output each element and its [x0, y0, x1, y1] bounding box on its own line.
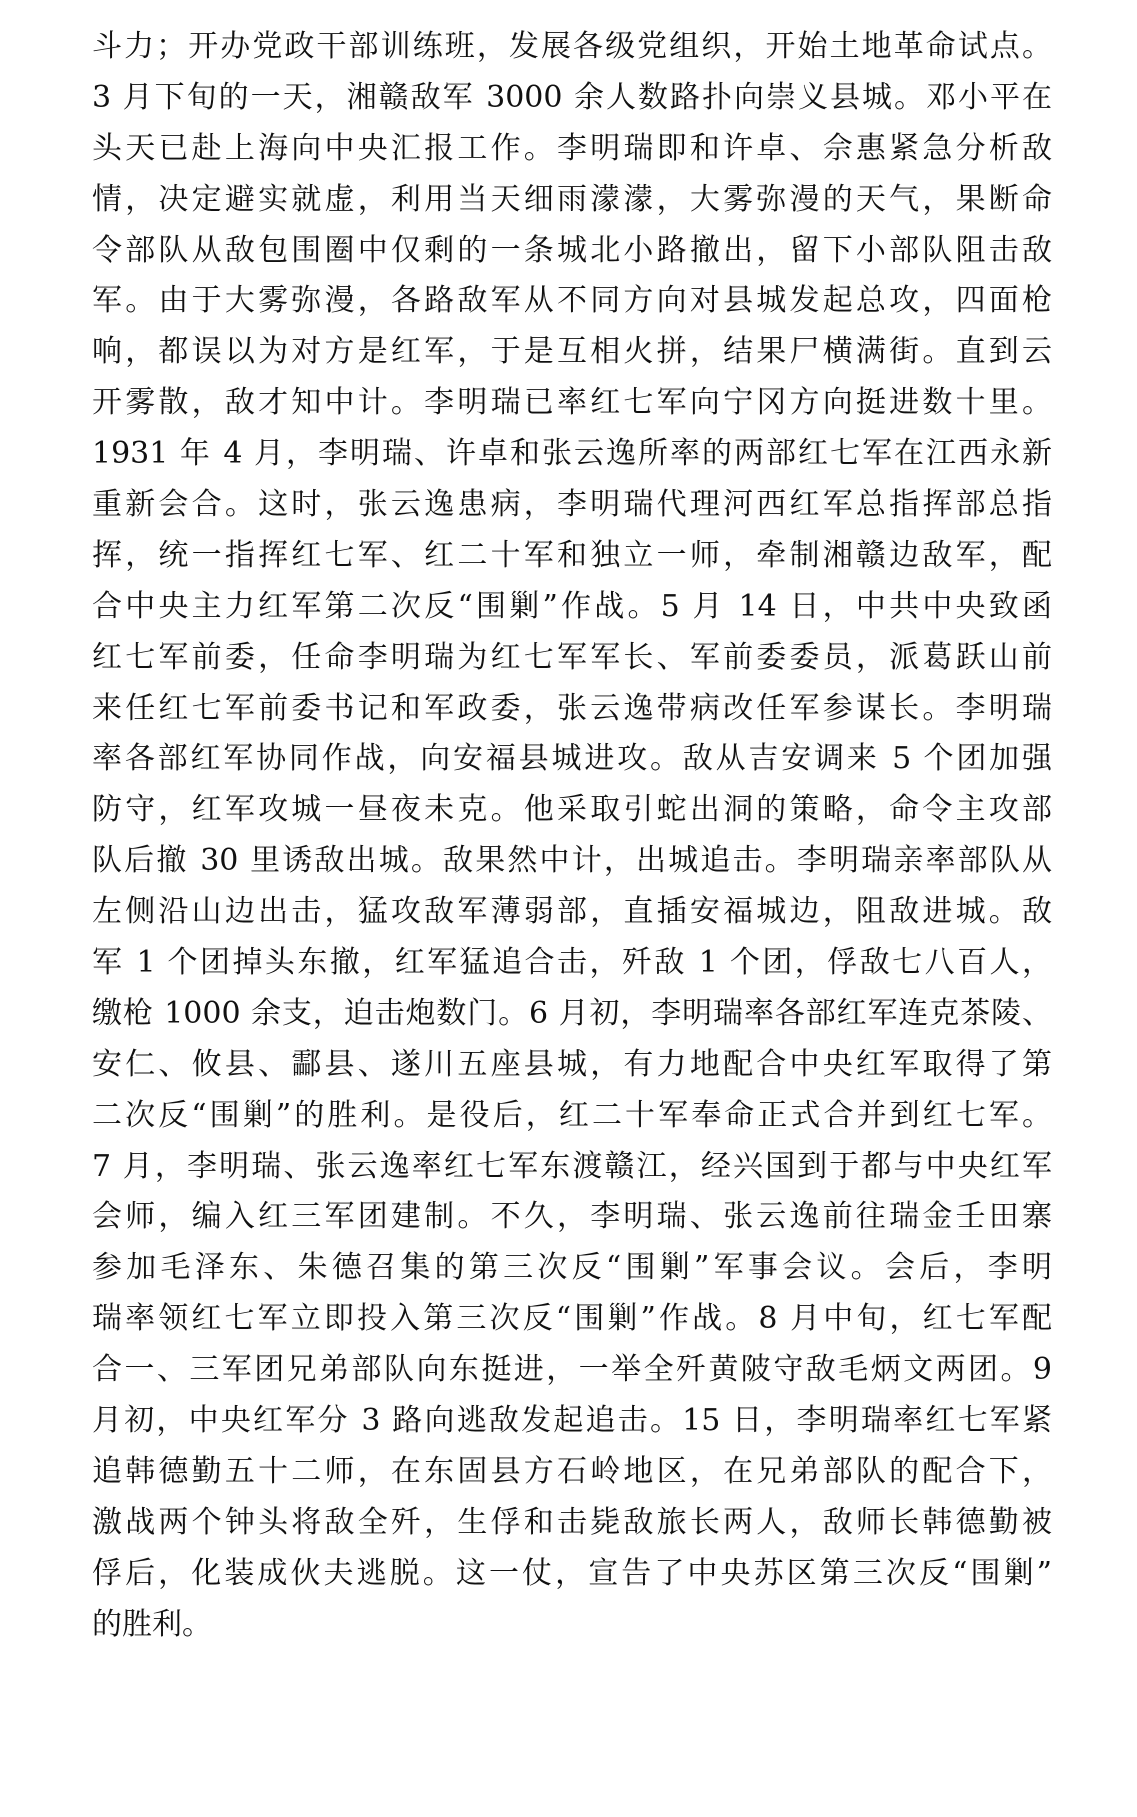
- text-line: 俘后，化装成伙夫逃脱。这一仗，宣告了中央苏区第三次反“围剿”: [92, 1555, 1052, 1591]
- text-line: 激战两个钟头将敌全歼，生俘和击毙敌旅长两人，敌师长韩德勤被: [92, 1504, 1052, 1540]
- text-line: 头天已赴上海向中央汇报工作。李明瑞即和许卓、佘惠紧急分析敌: [92, 130, 1052, 166]
- text-line: 合一、三军团兄弟部队向东挺进，一举全歼黄陂守敌毛炳文两团。9: [92, 1352, 1052, 1388]
- text-line: 左侧沿山边出击，猛攻敌军薄弱部，直插安福城边，阻敌进城。敌: [92, 894, 1052, 930]
- text-line: 1931 年 4 月，李明瑞、许卓和张云逸所率的两部红七军在江西永新: [92, 436, 1052, 472]
- text-line: 情，决定避实就虚，利用当天细雨濛濛，大雾弥漫的天气，果断命: [92, 181, 1052, 217]
- text-line: 参加毛泽东、朱德召集的第三次反“围剿”军事会议。会后，李明: [92, 1250, 1052, 1286]
- text-line: 瑞率领红七军立即投入第三次反“围剿”作战。8 月中旬，红七军配: [92, 1301, 1052, 1337]
- text-line: 挥，统一指挥红七军、红二十军和独立一师，牵制湘赣边敌军，配: [92, 537, 1052, 573]
- text-line: 追韩德勤五十二师，在东固县方石岭地区，在兄弟部队的配合下，: [92, 1453, 1052, 1489]
- text-line: 3 月下旬的一天，湘赣敌军 3000 余人数路扑向崇义县城。邓小平在: [92, 79, 1052, 115]
- text-line: 二次反“围剿”的胜利。是役后，红二十军奉命正式合并到红七军。: [92, 1097, 1052, 1133]
- text-line: 缴枪 1000 余支，迫击炮数门。6 月初，李明瑞率各部红军连克茶陵、: [92, 995, 1052, 1031]
- text-line: 队后撤 30 里诱敌出城。敌果然中计，出城追击。李明瑞亲率部队从: [92, 843, 1052, 879]
- text-line: 军 1 个团掉头东撤，红军猛追合击，歼敌 1 个团，俘敌七八百人，: [92, 945, 1052, 981]
- body-text: [92, 22, 1052, 1651]
- text-line: 红七军前委，任命李明瑞为红七军军长、军前委委员，派葛跃山前: [92, 639, 1052, 675]
- text-line-last: 的胜利。: [92, 1606, 212, 1642]
- text-line: 响，都误以为对方是红军，于是互相火拼，结果尸横满街。直到云: [92, 334, 1052, 370]
- text-line: 开雾散，敌才知中计。李明瑞已率红七军向宁冈方向挺进数十里。: [92, 385, 1052, 421]
- text-line: 安仁、攸县、酃县、遂川五座县城，有力地配合中央红军取得了第: [92, 1046, 1052, 1082]
- text-line: 7 月，李明瑞、张云逸率红七军东渡赣江，经兴国到于都与中央红军: [92, 1148, 1052, 1184]
- text-line: 军。由于大雾弥漫，各路敌军从不同方向对县城发起总攻，四面枪: [92, 283, 1052, 319]
- text-line: 合中央主力红军第二次反“围剿”作战。5 月 14 日，中共中央致函: [92, 588, 1052, 624]
- text-line: 来任红七军前委书记和军政委，张云逸带病改任军参谋长。李明瑞: [92, 690, 1052, 726]
- text-line: 防守，红军攻城一昼夜未克。他采取引蛇出洞的策略，命令主攻部: [92, 792, 1052, 828]
- text-line: 月初，中央红军分 3 路向逃敌发起追击。15 日，李明瑞率红七军紧: [92, 1403, 1052, 1439]
- text-line: 斗力；开办党政干部训练班，发展各级党组织，开始土地革命试点。: [92, 29, 1052, 64]
- text-line: 率各部红军协同作战，向安福县城进攻。敌从吉安调来 5 个团加强: [92, 741, 1052, 777]
- text-line: 会师，编入红三军团建制。不久，李明瑞、张云逸前往瑞金壬田寨: [92, 1199, 1052, 1235]
- text-line: 令部队从敌包围圈中仅剩的一条城北小路撤出，留下小部队阻击敌: [92, 232, 1052, 268]
- text-line: 重新会合。这时，张云逸患病，李明瑞代理河西红军总指挥部总指: [92, 487, 1052, 523]
